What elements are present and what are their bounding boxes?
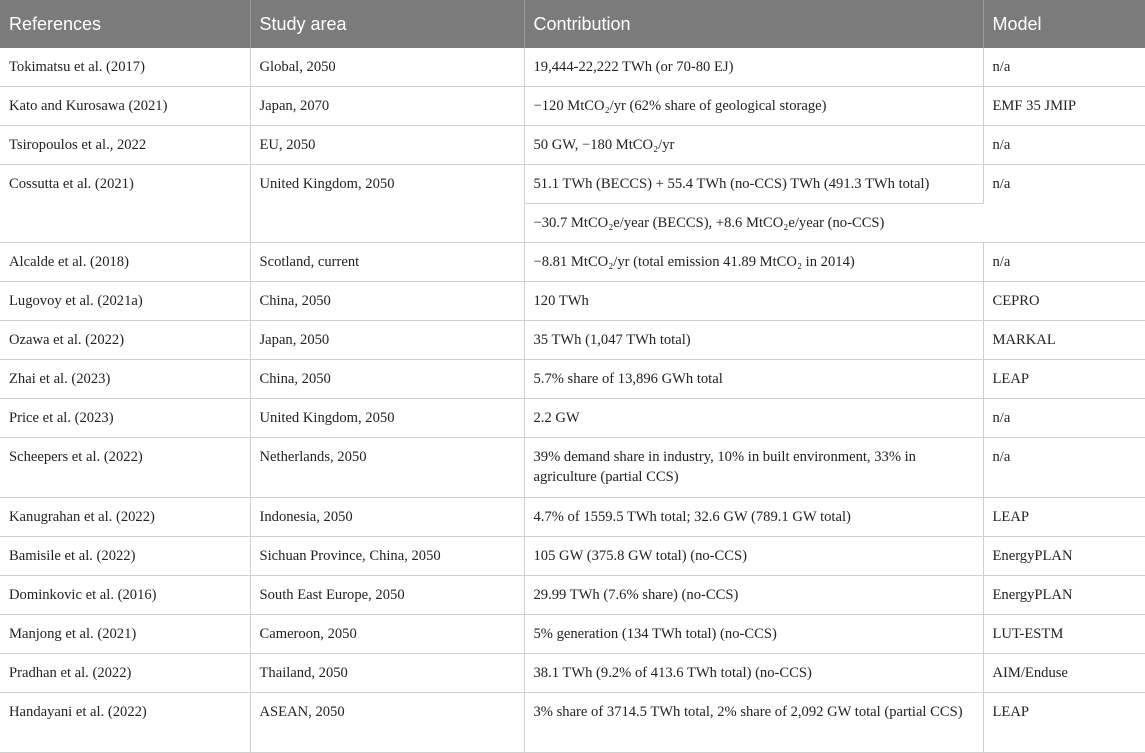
cell-reference: Price et al. (2023) [0, 399, 250, 438]
cell-study-area: United Kingdom, 2050 [250, 399, 524, 438]
cell-contribution: 50 GW, −180 MtCO₂/yr [524, 126, 983, 165]
cell-reference: Kato and Kurosawa (2021) [0, 87, 250, 126]
cell-reference: Cossutta et al. (2021) [0, 165, 250, 243]
cell-study-area: United Kingdom, 2050 [250, 165, 524, 243]
cell-model: n/a [983, 438, 1145, 498]
cell-reference: Handayani et al. (2022) [0, 693, 250, 753]
cell-contribution: −8.81 MtCO₂/yr (total emission 41.89 MtCO₂ in 2014) [524, 243, 983, 282]
table-row [0, 126, 1145, 165]
cell-contribution: 39% demand share in industry, 10% in built environment, 33% in agriculture (partial CCS) [524, 438, 983, 498]
cell-reference: Tsiropoulos et al., 2022 [0, 126, 250, 165]
cell-model: EnergyPLAN [983, 537, 1145, 576]
cell-reference: Kanugrahan et al. (2022) [0, 498, 250, 537]
cell-reference: Pradhan et al. (2022) [0, 654, 250, 693]
cell-model: LUT-ESTM [983, 615, 1145, 654]
cell-model: LEAP [983, 693, 1145, 753]
table-row [0, 498, 1145, 537]
table-row [0, 537, 1145, 576]
table-row [0, 282, 1145, 321]
cell-study-area: Japan, 2070 [250, 87, 524, 126]
cell-reference: Manjong et al. (2021) [0, 615, 250, 654]
cell-contribution: 3% share of 3714.5 TWh total, 2% share of 2,092 GW total (partial CCS) [524, 693, 983, 753]
table-row [0, 165, 1145, 204]
cell-model: MARKAL [983, 321, 1145, 360]
cell-reference: Lugovoy et al. (2021a) [0, 282, 250, 321]
table-row [0, 48, 1145, 87]
cell-contribution: 51.1 TWh (BECCS) + 55.4 TWh (no-CCS) TWh (491.3 TWh total) [524, 165, 983, 204]
cell-study-area: South East Europe, 2050 [250, 576, 524, 615]
cell-model: n/a [983, 243, 1145, 282]
cell-model: LEAP [983, 498, 1145, 537]
cell-model: LEAP [983, 360, 1145, 399]
cell-study-area: Thailand, 2050 [250, 654, 524, 693]
header-contribution: Contribution [524, 0, 983, 48]
table-row [0, 615, 1145, 654]
cell-reference: Ozawa et al. (2022) [0, 321, 250, 360]
table-row [0, 438, 1145, 498]
table-row [0, 243, 1145, 282]
cell-study-area: Cameroon, 2050 [250, 615, 524, 654]
cell-contribution: 29.99 TWh (7.6% share) (no-CCS) [524, 576, 983, 615]
cell-study-area: Indonesia, 2050 [250, 498, 524, 537]
cell-reference: Alcalde et al. (2018) [0, 243, 250, 282]
cell-contribution: 19,444-22,222 TWh (or 70-80 EJ) [524, 48, 983, 87]
cell-contribution: 35 TWh (1,047 TWh total) [524, 321, 983, 360]
cell-model: n/a [983, 48, 1145, 87]
cell-contribution: 38.1 TWh (9.2% of 413.6 TWh total) (no-CCS) [524, 654, 983, 693]
cell-study-area: Netherlands, 2050 [250, 438, 524, 498]
cell-model: EnergyPLAN [983, 576, 1145, 615]
cell-study-area: China, 2050 [250, 360, 524, 399]
table-row [0, 399, 1145, 438]
cell-study-area: Japan, 2050 [250, 321, 524, 360]
cell-study-area: EU, 2050 [250, 126, 524, 165]
cell-contribution: 5% generation (134 TWh total) (no-CCS) [524, 615, 983, 654]
table-row [0, 576, 1145, 615]
cell-contribution: 5.7% share of 13,896 GWh total [524, 360, 983, 399]
cell-model: n/a [983, 399, 1145, 438]
cell-study-area: Global, 2050 [250, 48, 524, 87]
table-row [0, 654, 1145, 693]
header-study-area: Study area [250, 0, 524, 48]
cell-reference: Scheepers et al. (2022) [0, 438, 250, 498]
cell-study-area: China, 2050 [250, 282, 524, 321]
table-row [0, 87, 1145, 126]
cell-contribution: 4.7% of 1559.5 TWh total; 32.6 GW (789.1 GW total) [524, 498, 983, 537]
cell-study-area: ASEAN, 2050 [250, 693, 524, 753]
cell-contribution: 120 TWh [524, 282, 983, 321]
cell-study-area: Sichuan Province, China, 2050 [250, 537, 524, 576]
table-row [0, 360, 1145, 399]
cell-reference: Tokimatsu et al. (2017) [0, 48, 250, 87]
cell-contribution: 2.2 GW [524, 399, 983, 438]
cell-model: n/a [983, 165, 1145, 243]
cell-model: AIM/Enduse [983, 654, 1145, 693]
header-references: References [0, 0, 250, 48]
cell-study-area: Scotland, current [250, 243, 524, 282]
cell-model: EMF 35 JMIP [983, 87, 1145, 126]
cell-reference: Zhai et al. (2023) [0, 360, 250, 399]
cell-contribution: −30.7 MtCO₂e/year (BECCS), +8.6 MtCO₂e/year (no-CCS) [524, 204, 983, 243]
cell-model: n/a [983, 126, 1145, 165]
cell-model: CEPRO [983, 282, 1145, 321]
table-row [0, 321, 1145, 360]
header-model: Model [983, 0, 1145, 48]
cell-reference: Dominkovic et al. (2016) [0, 576, 250, 615]
cell-reference: Bamisile et al. (2022) [0, 537, 250, 576]
cell-contribution: 105 GW (375.8 GW total) (no-CCS) [524, 537, 983, 576]
cell-contribution: −120 MtCO₂/yr (62% share of geological storage) [524, 87, 983, 126]
header-row [0, 0, 1145, 48]
